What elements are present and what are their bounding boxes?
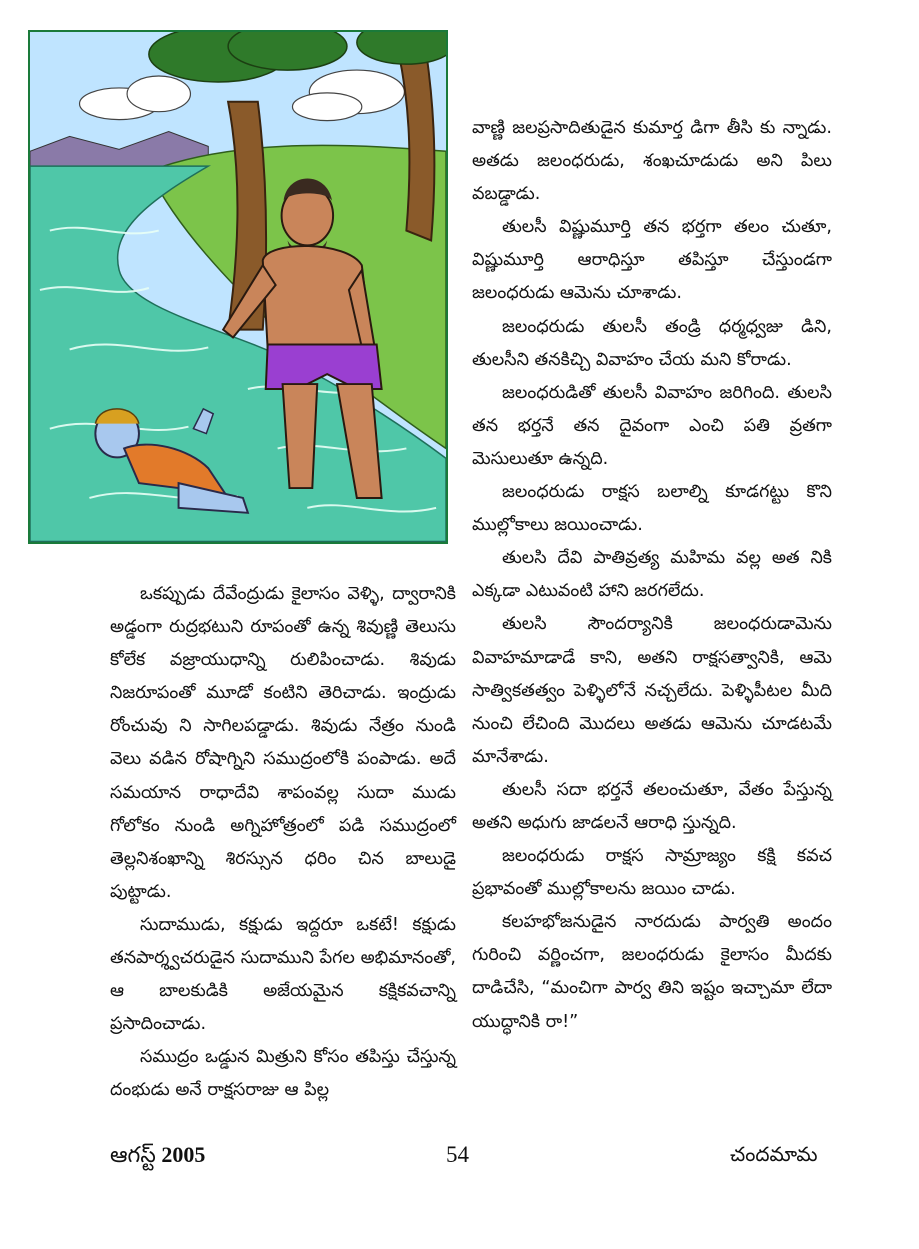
left-text-column — [110, 578, 456, 1108]
paragraph: తులసీ సదా భర్తనే తలంచుతూ, వేతం పేస్తున్న అతని అధుగు జాడలనే ఆరాధి స్తున్నది. — [472, 779, 832, 833]
paragraph: సుదాముడు, కక్షుడు ఇద్దరూ ఒకటే! కక్షుడు తనపార్శ్వచరుడైన సుదాముని పేగల అభిమానంతో, ఆ బాలకుడికి అజేయమైన కక్షికవచాన్ని ప్రసాదించాడు. — [110, 914, 456, 1035]
page-number: 54 — [446, 1142, 469, 1167]
paragraph: వాణ్ణి జలప్రసాదితుడైన కుమార్త డిగా తీసి కు న్నాడు. అతడు జలంధరుడు, శంఖచూడుడు అని పిలు వబడ్డాడు. — [472, 118, 832, 205]
paragraph: తులసి సౌందర్యానికి జలంధరుడామెను వివాహమాడాడే కాని, అతని రాక్షసత్వానికి, ఆమె సాత్వికతత్వం పెళ్ళిలోనే నచ్చలేదు. పెళ్ళిపీటల మీది నుంచి లేచింది మొదలు అతడు ఆమెను చూడటమే మానేశాడు. — [472, 614, 832, 767]
paragraph: ఒకప్పుడు దేవేంద్రుడు కైలాసం వెళ్ళి, ద్వారానికి అడ్డంగా రుద్రభటుని రూపంతో ఉన్న శివుణ్ణి తెలుసు కోలేక వజ్రాయుధాన్ని రులిపించాడు. శివుడు నిజరూపంతో మూడో కంటిని తెరిచాడు. ఇంద్రుడు రోంచువు ని సాగిలపడ్డాడు. శివుడు నేత్రం నుండి వెలు వడిన రోషాగ్నిని సముద్రంలోకి పంపాడు. అదే సమయాన రాధాదేవి శాపంవల్ల సుదా ముడు గోలోకం నుండి అగ్నిహోత్రంలో పడి సముద్రంలో తెల్లనిశంఖాన్ని శిరస్సున ధరిం చిన బాలుడై పుట్టాడు. — [110, 584, 456, 902]
paragraph: తులసీ విష్ణుమూర్తి తన భర్తగా తలం చుతూ, విష్ణుమూర్తి ఆరాధిస్తూ తపిస్తూ చేస్తుండగా జలంధరుడు ఆమెను చూశాడు. — [472, 217, 832, 304]
magazine-name: చందమామ — [730, 1142, 818, 1166]
paragraph: జలంధరుడు రాక్షస సామ్రాజ్యం కక్షి కవచ ప్రభావంతో ముల్లోకాలను జయిం చాడు. — [472, 846, 832, 900]
issue-date — [110, 1142, 205, 1173]
story-illustration — [28, 30, 448, 544]
paragraph: కలహభోజనుడైన నారదుడు పార్వతి అందం గురించి వర్ణించగా, జలంధరుడు కైలాసం మీదకు దాడిచేసి, “మంచిగా పార్వ తిని ఇష్టం ఇచ్చామా లేదా యుద్ధానికి రా!” — [472, 912, 832, 1032]
paragraph: సముద్రం ఒడ్డున మిత్రుని కోసం తపిస్తు చేస్తున్న దంభుడు అనే రాక్షసరాజు ఆ పిల్ల — [110, 1047, 456, 1101]
issue-month: ఆగస్ట్ — [110, 1142, 156, 1167]
illustration-svg — [30, 32, 446, 542]
issue-year: 2005 — [161, 1142, 206, 1167]
paragraph: తులసి దేవి పాతివ్రత్య మహిమ వల్ల అత నికి ఎక్కడా ఎటువంటి హాని జరగలేదు. — [472, 548, 832, 602]
paragraph: జలంధరుడు తులసీ తండ్రి ధర్మధ్వజు డిని, తులసీని తనకిచ్చి వివాహం చేయ మని కోరాడు. — [472, 316, 832, 370]
paragraph: జలంధరుడితో తులసీ వివాహం జరిగింది. తులసి తన భర్తనే తన దైవంగా ఎంచి పతి వ్రతగా మెసులుతూ ఉన్నది. — [472, 382, 832, 469]
paragraph: జలంధరుడు రాక్షస బలాల్ని కూడగట్టు కొని ముల్లోకాలు జయించాడు. — [472, 482, 832, 536]
right-text-column — [472, 112, 832, 1039]
